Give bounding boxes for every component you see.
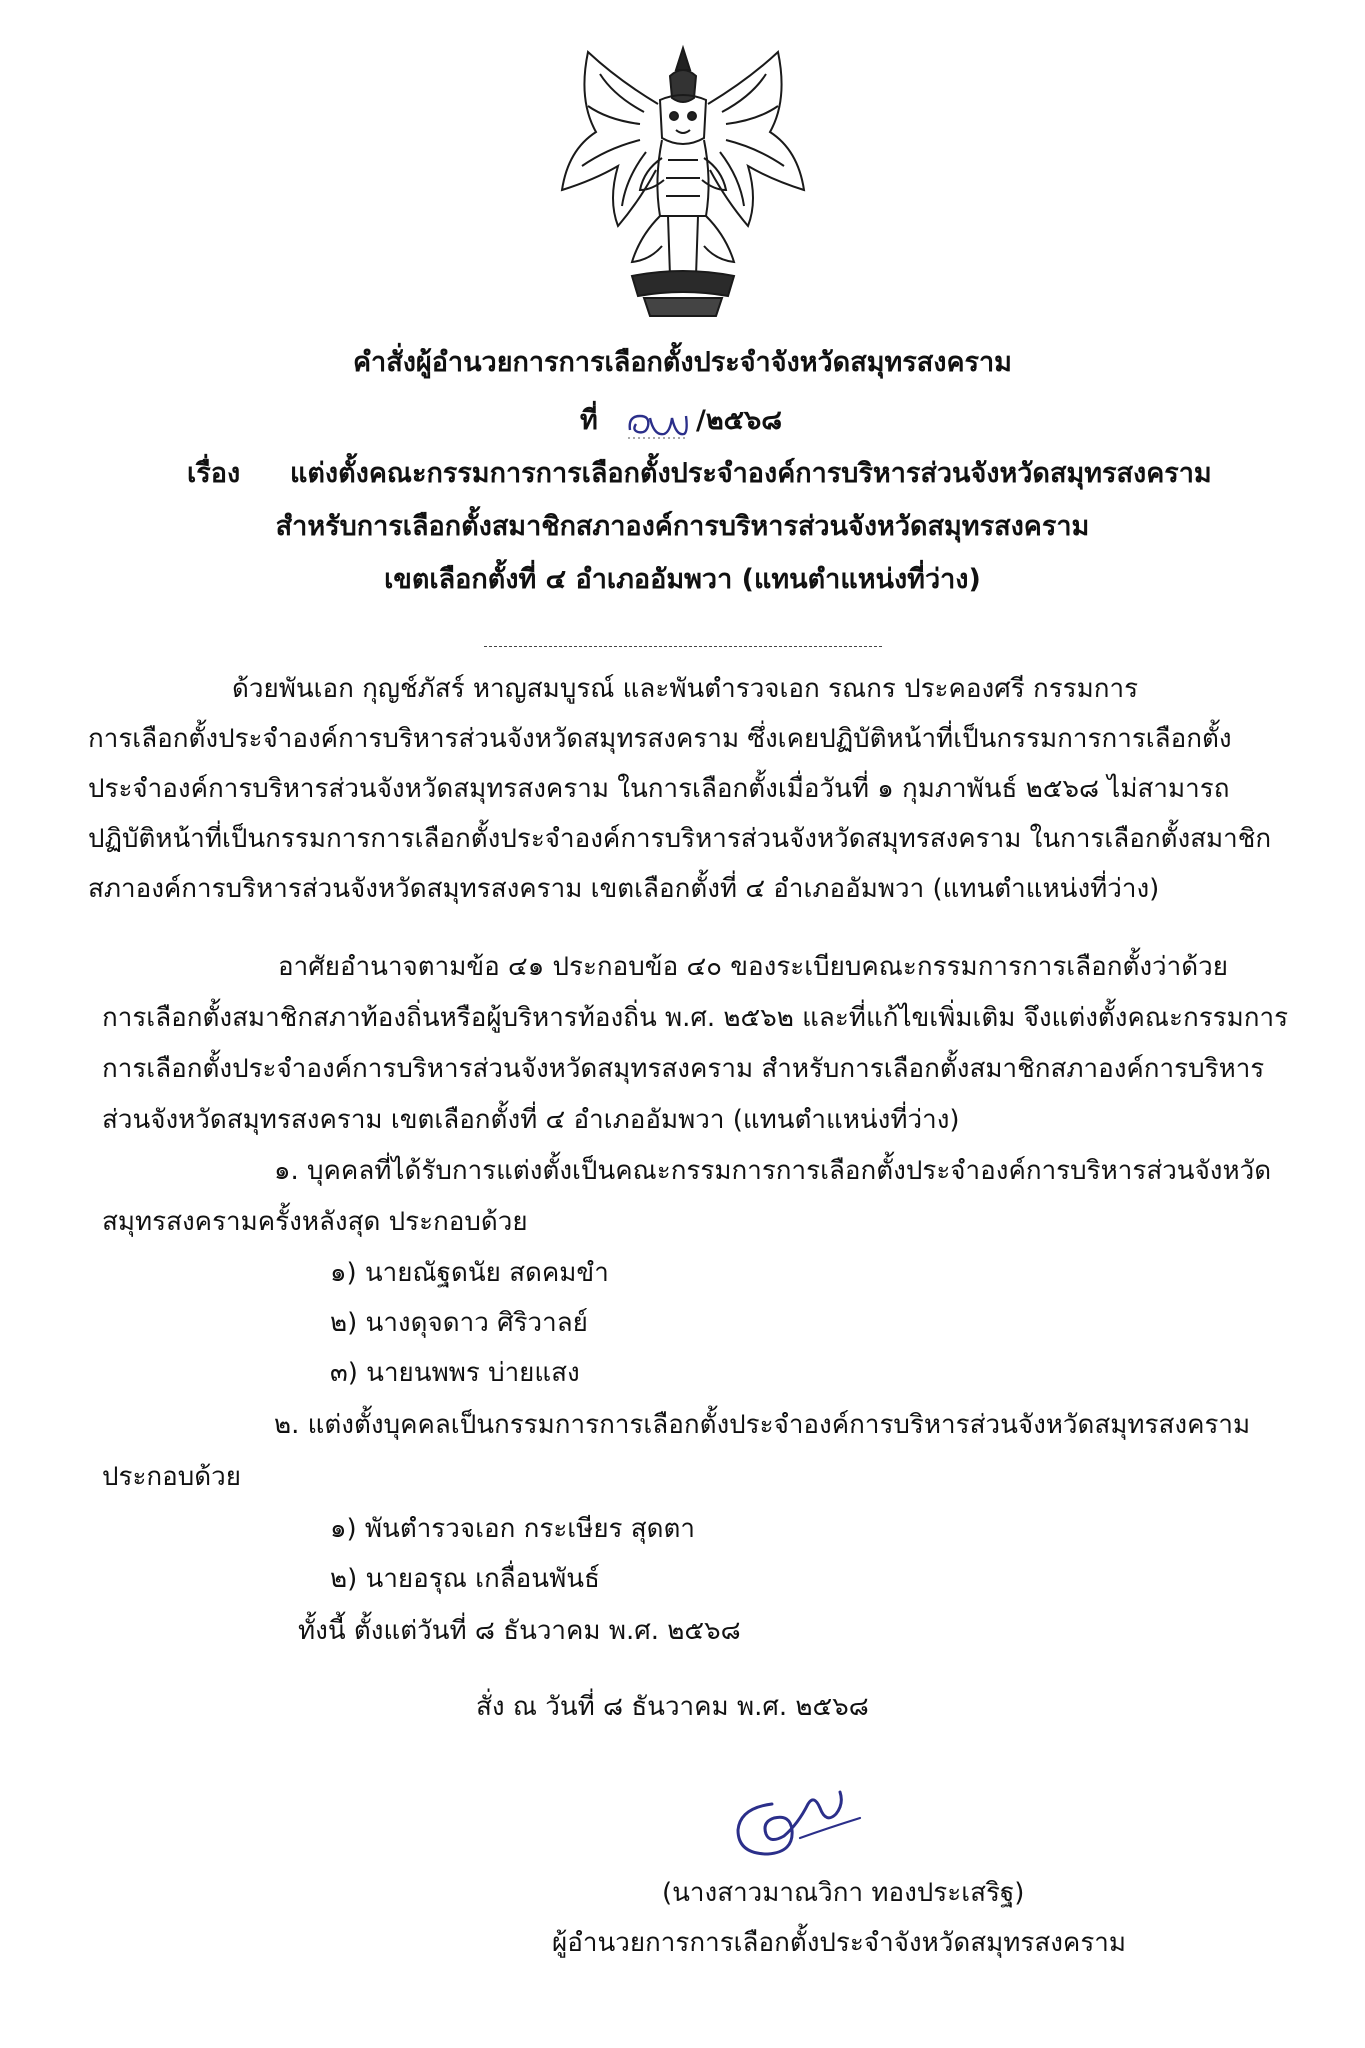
item2-line: ๒. แต่งตั้งบุคคลเป็นกรรมการการเลือกตั้งประจำองค์การบริหารส่วนจังหวัดสมุทรสงคราม [274,1410,1251,1440]
para2-line: การเลือกตั้งประจำองค์การบริหารส่วนจังหวัดสมุทรสงคราม สำหรับการเลือกตั้งสมาชิกสภาองค์การบริหาร [102,1054,1265,1084]
order-number-prefix: ที่ [580,405,598,436]
para1-line: ด้วยพันเอก กุญช์ภัสร์ หาญสมบูรณ์ และพันตำรวจเอก รณกร ประคองศรี กรรมการ [232,674,1139,704]
para1-line: ประจำองค์การบริหารส่วนจังหวัดสมุทรสงคราม ในการเลือกตั้งเมื่อวันที่ ๑ กุมภาพันธ์ ๒๕๖๘ ไม่สามารถ [88,774,1230,804]
subject-line-3: เขตเลือกตั้งที่ ๔ อำเภออัมพวา (แทนตำแหน่งที่ว่าง) [384,564,981,595]
para1-line: ปฏิบัติหน้าที่เป็นกรรมการการเลือกตั้งประจำองค์การบริหารส่วนจังหวัดสมุทรสงคราม ในการเลือกตั้งสมาชิก [88,824,1272,854]
subject-label: เรื่อง [187,458,241,489]
item2-member: ๑) พันตำรวจเอก กระเษียร สุดตา [330,1514,696,1544]
item1-member: ๑) นายณัฐดนัย สดคมขำ [330,1258,609,1288]
ordered-date: สั่ง ณ วันที่ ๘ ธันวาคม พ.ศ. ๒๕๖๘ [476,1692,869,1722]
item1-member: ๒) นางดุจดาว ศิริวาลย์ [330,1308,588,1338]
item2-member: ๒) นายอรุณ เกลื่อนพันธ์ [330,1564,600,1594]
handwritten-order-number-icon [624,404,692,444]
effective-date: ทั้งนี้ ตั้งแต่วันที่ ๘ ธันวาคม พ.ศ. ๒๕๖๘ [298,1616,741,1646]
para1-line: สภาองค์การบริหารส่วนจังหวัดสมุทรสงคราม เขตเลือกตั้งที่ ๔ อำเภออัมพวา (แทนตำแหน่งที่ว่าง) [88,874,1160,904]
para2-line: การเลือกตั้งสมาชิกสภาท้องถิ่นหรือผู้บริหารท้องถิ่น พ.ศ. ๒๕๖๒ และที่แก้ไขเพิ่มเติม จึงแต่งตั้งคณะกรรมการ [102,1003,1289,1033]
item1-line: สมุทรสงครามครั้งหลังสุด ประกอบด้วย [102,1207,528,1237]
item1-line: ๑. บุคคลที่ได้รับการแต่งตั้งเป็นคณะกรรมการการเลือกตั้งประจำองค์การบริหารส่วนจังหวัด [274,1156,1272,1186]
para1-line: การเลือกตั้งประจำองค์การบริหารส่วนจังหวัดสมุทรสงคราม ซึ่งเคยปฏิบัติหน้าที่เป็นกรรมการการเลือกตั้ง [88,724,1232,754]
para2-line: อาศัยอำนาจตามข้อ ๔๑ ประกอบข้อ ๔๐ ของระเบียบคณะกรรมการการเลือกตั้งว่าด้วย [278,952,1228,982]
document-title: คำสั่งผู้อำนวยการการเลือกตั้งประจำจังหวัดสมุทรสงคราม [353,347,1012,378]
signature-icon [728,1774,876,1866]
garuda-emblem-icon [548,40,818,325]
subject-line-1: แต่งตั้งคณะกรรมการการเลือกตั้งประจำองค์การบริหารส่วนจังหวัดสมุทรสงคราม [290,458,1212,489]
divider [484,646,882,647]
item2-line: ประกอบด้วย [102,1462,242,1492]
signer-name: (นางสาวมาณวิกา ทองประเสริฐ) [662,1878,1025,1908]
order-number-suffix: /๒๕๖๘ [696,405,783,436]
item1-member: ๓) นายนพพร บ่ายแสง [330,1358,580,1388]
subject-line-2: สำหรับการเลือกตั้งสมาชิกสภาองค์การบริหารส่วนจังหวัดสมุทรสงคราม [275,511,1090,542]
para2-line: ส่วนจังหวัดสมุทรสงคราม เขตเลือกตั้งที่ ๔ อำเภออัมพวา (แทนตำแหน่งที่ว่าง) [102,1105,960,1135]
signer-position: ผู้อำนวยการการเลือกตั้งประจำจังหวัดสมุทรสงคราม [552,1928,1127,1958]
